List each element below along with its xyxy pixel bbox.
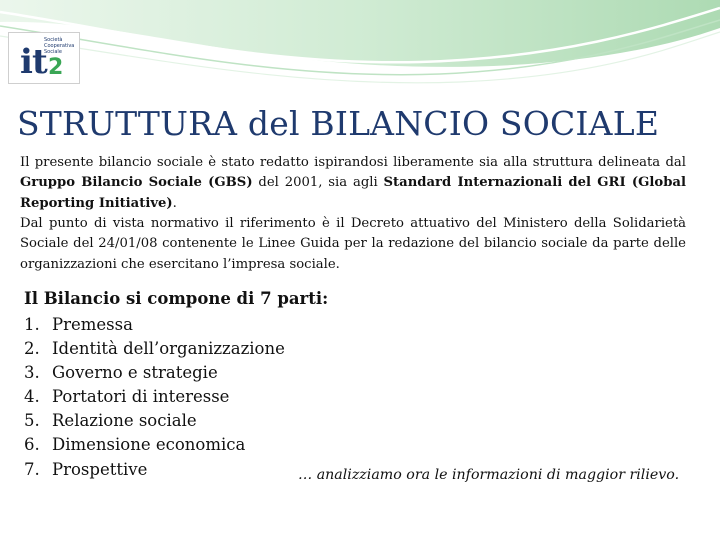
list-item: 7. Prospettive — [24, 459, 148, 479]
list-item: 3. Governo e strategie — [24, 363, 218, 383]
closing-note: … analizziamo ora le informazioni di maggior rilievo. — [298, 467, 680, 483]
header-wave-decoration — [0, 0, 720, 90]
list-heading: Il Bilancio si compone di 7 parti: — [24, 289, 329, 308]
normative-paragraph: Dal punto di vista normativo il riferimento è il Decreto attuativo del Ministero della Solidarietà Sociale del 24/01/08 contenente le Linee Guida per la redazione del bilancio sociale da parte delle organizzazioni che esercitano l’impresa sociale. — [20, 216, 686, 272]
gbs-highlight: Gruppo Bilancio Sociale (GBS) — [20, 175, 253, 191]
svg-text:i: i — [20, 42, 33, 82]
list-item: 6. Dimensione economica — [24, 435, 246, 455]
logo-text-3: Sociale — [44, 49, 62, 55]
intro-paragraph: Il presente bilancio sociale è stato redatto ispirandosi liberamente sia alla struttura delineata dal Gruppo Bilancio Sociale (GBS) del 2001, sia agli Standard Internazionali del GRI (Global Reporting Initiative). — [20, 155, 686, 211]
list-item: 5. Relazione sociale — [24, 411, 197, 431]
company-logo — [8, 32, 80, 84]
parts-list — [24, 313, 285, 482]
logo-text-2: Cooperativa — [44, 43, 75, 49]
logo-text-1: Società — [44, 37, 63, 43]
gri-highlight: Standard Internazionali del GRI (Global Reporting Initiative) — [20, 175, 686, 211]
svg-text:2: 2 — [48, 55, 64, 80]
svg-text:t: t — [32, 42, 48, 82]
slide-title: STRUTTURA del BILANCIO SOCIALE — [17, 104, 660, 143]
list-item: 1. Premessa — [24, 315, 133, 334]
list-item: 2. Identità dell’organizzazione — [24, 339, 285, 359]
list-item: 4. Portatori di interesse — [24, 387, 230, 407]
